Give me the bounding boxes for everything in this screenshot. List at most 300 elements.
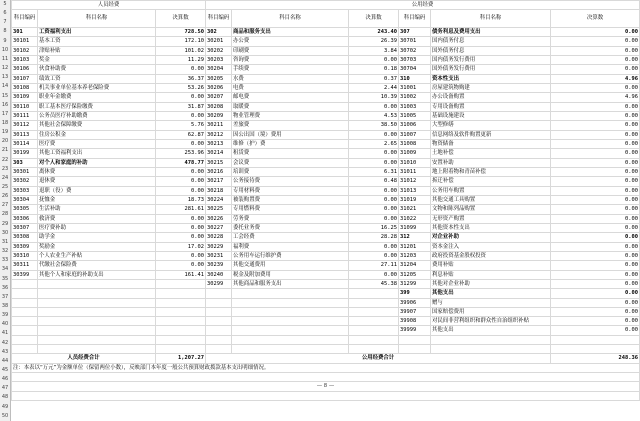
cell-code: 31010 (399, 158, 431, 167)
row-number[interactable]: 46 (1, 376, 9, 383)
cell-amount: 0.00 (551, 37, 640, 46)
row-number[interactable]: 16 (1, 101, 9, 108)
row-number[interactable]: 29 (1, 220, 9, 227)
cell-name: 商品和服务支出 (232, 27, 349, 36)
cell-amount: 101.02 (156, 46, 206, 55)
row-number[interactable]: 12 (1, 65, 9, 72)
cell-code: 30107 (12, 74, 38, 83)
cell-amount: 0.00 (551, 121, 640, 130)
table-row (12, 46, 640, 55)
cell-code: 30211 (206, 121, 232, 130)
cell-code: 30311 (12, 261, 38, 270)
cell-amount (156, 307, 206, 316)
cell-code: 312 (399, 233, 431, 242)
blank-cell (12, 373, 640, 382)
cell-name: 债务利息及费用支出 (431, 27, 551, 36)
table-row (12, 55, 640, 64)
row-number[interactable]: 13 (1, 74, 9, 81)
cell-amount: 0.00 (551, 251, 640, 260)
blank-row (12, 391, 640, 400)
cell-amount: 4.96 (551, 74, 640, 83)
empty-cell (12, 335, 38, 344)
cell-name: 对个人和家庭的补助 (38, 158, 156, 167)
cell-name (232, 317, 349, 326)
empty-cell (206, 345, 232, 354)
cell-name: 公务员医疗补助缴费 (38, 111, 156, 120)
cell-code: 30218 (206, 186, 232, 195)
cell-code (12, 289, 38, 298)
section-title-public: 公用经费 (206, 1, 640, 10)
cell-name: 安置补助 (431, 158, 551, 167)
row-number[interactable]: 41 (1, 330, 9, 337)
cell-code (206, 307, 232, 316)
row-number[interactable]: 26 (1, 193, 9, 200)
cell-name: 抚恤金 (38, 195, 156, 204)
note-row (12, 363, 640, 372)
cell-amount: 45.38 (349, 279, 399, 288)
cell-amount: 0.00 (551, 307, 640, 316)
cell-name: 伙食补助费 (38, 65, 156, 74)
cell-name: 办公费 (232, 37, 349, 46)
cell-name: 机关事业单位基本养老保险费 (38, 83, 156, 92)
table-row (12, 27, 640, 36)
personnel-total-value: 1,207.27 (156, 354, 206, 363)
cell-amount: 6.31 (349, 167, 399, 176)
empty-cell (232, 335, 349, 344)
cell-code (12, 317, 38, 326)
cell-code: 30299 (206, 279, 232, 288)
cell-name: 政府投资基金股权投资 (431, 251, 551, 260)
empty-cell (551, 335, 640, 344)
cell-amount: 0.00 (156, 223, 206, 232)
cell-name: 其他对企业补助 (431, 279, 551, 288)
cell-name: 生活补助 (38, 205, 156, 214)
table-row (12, 186, 640, 195)
cell-name: 专用材料费 (232, 186, 349, 195)
cell-amount: 0.00 (551, 279, 640, 288)
empty-cell (156, 335, 206, 344)
cell-amount: 0.00 (349, 195, 399, 204)
cell-amount: 0.00 (551, 65, 640, 74)
cell-code: 39908 (399, 317, 431, 326)
cell-name: 其他工资福利支出 (38, 149, 156, 158)
cell-code: 30239 (206, 261, 232, 270)
empty-row (12, 335, 640, 344)
cell-amount: 0.00 (551, 233, 640, 242)
cell-name: 房屋建筑物购建 (431, 83, 551, 92)
cell-amount: 243.40 (349, 27, 399, 36)
row-number[interactable]: 8 (3, 28, 7, 35)
cell-name: 专用设备购置 (431, 102, 551, 111)
row-number[interactable]: 28 (1, 211, 9, 218)
cell-name: 奖金 (38, 55, 156, 64)
section-title-personnel: 人员经费 (12, 1, 206, 10)
table-row (12, 93, 640, 102)
cell-code: 30203 (206, 55, 232, 64)
empty-cell (399, 345, 431, 354)
cell-amount (156, 326, 206, 335)
cell-name: 医疗费补助 (38, 223, 156, 232)
cell-code: 30704 (399, 65, 431, 74)
footer-row (12, 382, 640, 391)
cell-amount: 0.00 (551, 149, 640, 158)
cell-name (232, 307, 349, 316)
row-number[interactable]: 34 (1, 266, 9, 273)
cell-amount (349, 326, 399, 335)
cell-amount: 38.50 (349, 121, 399, 130)
cell-amount: 10.39 (349, 93, 399, 102)
cell-code: 30103 (12, 55, 38, 64)
cell-amount (156, 289, 206, 298)
cell-name: 取暖费 (232, 102, 349, 111)
cell-name: 大型修缮 (431, 121, 551, 130)
cell-name: 其他个人和家庭的补助支出 (38, 270, 156, 279)
cell-name: 文物和陈列品购置 (431, 205, 551, 214)
cell-code: 30231 (206, 251, 232, 260)
cell-code: 307 (399, 27, 431, 36)
cell-amount: 0.00 (156, 214, 206, 223)
empty-cell (156, 345, 206, 354)
cell-amount (156, 279, 206, 288)
cell-name: 国内债务付息 (431, 37, 551, 46)
row-number[interactable]: 11 (1, 55, 9, 62)
cell-code: 31205 (399, 270, 431, 279)
cell-code: 31022 (399, 214, 431, 223)
cell-amount: 5.76 (156, 121, 206, 130)
table-row (12, 37, 640, 46)
cell-code: 31201 (399, 242, 431, 251)
row-number[interactable]: 15 (1, 92, 9, 99)
cell-amount: 26.39 (349, 37, 399, 46)
cell-name: 其他社会保障缴费 (38, 121, 156, 130)
cell-amount (349, 307, 399, 316)
row-number[interactable]: 31 (1, 238, 9, 245)
cell-code: 30114 (12, 139, 38, 148)
row-number[interactable]: 36 (1, 284, 9, 291)
header-name: 科目名称 (232, 10, 349, 28)
row-number[interactable]: 43 (1, 348, 9, 355)
cell-name: 基础设施建设 (431, 111, 551, 120)
row-number[interactable]: 10 (1, 46, 9, 53)
row-number[interactable]: 42 (1, 339, 9, 346)
cell-amount: 0.00 (349, 214, 399, 223)
header-code: 科目编码 (206, 10, 232, 28)
table-row (12, 177, 640, 186)
cell-amount: 3.84 (349, 46, 399, 55)
table-row (12, 167, 640, 176)
cell-amount: 253.96 (156, 149, 206, 158)
cell-name: 职业年金缴费 (38, 93, 156, 102)
cell-name: 公务接待费 (232, 177, 349, 186)
row-number[interactable]: 33 (1, 257, 9, 264)
header-code: 科目编码 (399, 10, 431, 28)
cell-amount: 0.00 (156, 233, 206, 242)
row-number[interactable]: 37 (1, 293, 9, 300)
cell-code: 30308 (12, 233, 38, 242)
table-row (12, 205, 640, 214)
row-number[interactable]: 21 (1, 147, 9, 154)
cell-name: 退职（役）费 (38, 186, 156, 195)
cell-code: 302 (206, 27, 232, 36)
cell-amount: 172.10 (156, 37, 206, 46)
row-number[interactable]: 39 (1, 312, 9, 319)
empty-cell (38, 345, 156, 354)
cell-code: 31021 (399, 205, 431, 214)
cell-name: 奖励金 (38, 242, 156, 251)
cell-name: 工资福利支出 (38, 27, 156, 36)
row-number[interactable]: 27 (1, 202, 9, 209)
cell-name: 因公出国（境）费用 (232, 130, 349, 139)
table-row (12, 223, 640, 232)
row-number[interactable]: 49 (1, 403, 9, 410)
cell-name: 福利费 (232, 242, 349, 251)
cell-code: 30226 (206, 214, 232, 223)
row-number[interactable]: 25 (1, 184, 9, 190)
cell-code: 30112 (12, 121, 38, 130)
cell-code (12, 307, 38, 316)
cell-amount (349, 289, 399, 298)
row-number[interactable]: 14 (1, 83, 9, 90)
cell-amount: 0.37 (349, 74, 399, 83)
cell-code: 303 (12, 158, 38, 167)
cell-code: 30206 (206, 83, 232, 92)
row-number[interactable]: 35 (1, 275, 9, 282)
cell-amount: 11.29 (156, 55, 206, 64)
cell-name: 资本金注入 (431, 242, 551, 251)
cell-name: 利息补贴 (431, 270, 551, 279)
public-total-label: 公用经费合计 (206, 354, 551, 363)
cell-code: 30215 (206, 158, 232, 167)
row-number[interactable]: 7 (3, 19, 7, 26)
cell-amount: 0.00 (156, 186, 206, 195)
cell-code: 30217 (206, 177, 232, 186)
cell-code: 30101 (12, 37, 38, 46)
cell-amount: 0.00 (551, 289, 640, 298)
row-number[interactable]: 19 (1, 129, 9, 136)
cell-amount (156, 317, 206, 326)
cell-code: 30208 (206, 102, 232, 111)
cell-amount: 2.44 (349, 83, 399, 92)
empty-cell (232, 345, 349, 354)
table-row (12, 326, 640, 335)
cell-amount: 28.28 (349, 233, 399, 242)
cell-code: 31099 (399, 223, 431, 232)
cell-amount: 0.00 (349, 186, 399, 195)
public-total-value: 248.36 (551, 354, 640, 363)
cell-amount: 0.00 (551, 167, 640, 176)
cell-name: 劳务费 (232, 214, 349, 223)
cell-name: 绩效工资 (38, 74, 156, 83)
cell-code: 301 (12, 27, 38, 36)
row-number[interactable]: 30 (1, 229, 9, 236)
cell-amount: 0.00 (551, 317, 640, 326)
cell-amount: 16.25 (349, 223, 399, 232)
cell-name: 对民间非营利组织和群众性自治组织补贴 (431, 317, 551, 326)
cell-code: 30202 (206, 46, 232, 55)
cell-name (232, 298, 349, 307)
cell-name: 个人农业生产补贴 (38, 251, 156, 260)
cell-code: 31005 (399, 111, 431, 120)
cell-amount: 728.50 (156, 27, 206, 36)
cell-code: 30212 (206, 130, 232, 139)
cell-code: 31002 (399, 93, 431, 102)
cell-name: 土地补偿 (431, 149, 551, 158)
cell-code (12, 279, 38, 288)
table-row (12, 139, 640, 148)
cell-amount: 0.00 (551, 261, 640, 270)
cell-code: 30228 (206, 233, 232, 242)
table-row (12, 121, 640, 130)
cell-amount: 0.00 (156, 251, 206, 260)
cell-name: 助学金 (38, 233, 156, 242)
cell-name: 公务用车运行维护费 (232, 251, 349, 260)
table-row (12, 317, 640, 326)
row-number[interactable]: 22 (1, 156, 9, 163)
cell-code: 31012 (399, 177, 431, 186)
cell-name: 邮电费 (232, 93, 349, 102)
cell-amount: 0.00 (349, 205, 399, 214)
cell-amount: 0.48 (349, 177, 399, 186)
cell-name: 费用补贴 (431, 261, 551, 270)
empty-cell (349, 345, 399, 354)
cell-code: 30702 (399, 46, 431, 55)
empty-cell (349, 335, 399, 344)
row-number[interactable]: 45 (1, 367, 9, 373)
cell-name: 国家赔偿费用 (431, 307, 551, 316)
cell-amount: 53.26 (156, 83, 206, 92)
empty-cell (38, 335, 156, 344)
row-number[interactable]: 38 (1, 302, 9, 309)
cell-amount: 0.00 (551, 55, 640, 64)
header-amount: 决算数 (349, 10, 399, 28)
cell-name (38, 279, 156, 288)
row-number[interactable]: 48 (1, 394, 9, 401)
row-number[interactable]: 23 (1, 165, 9, 172)
row-number[interactable]: 18 (1, 119, 9, 126)
cell-code (206, 317, 232, 326)
cell-code: 30213 (206, 139, 232, 148)
row-number[interactable]: 17 (1, 110, 9, 117)
cell-amount: 0.00 (349, 102, 399, 111)
cell-name: 公务用车购置 (431, 186, 551, 195)
row-number[interactable]: 24 (1, 174, 9, 181)
row-number[interactable]: 50 (1, 412, 9, 419)
cell-code: 30199 (12, 149, 38, 158)
table-row (12, 111, 640, 120)
cell-name (38, 289, 156, 298)
cell-amount: 0.00 (551, 186, 640, 195)
row-number-gutter (0, 0, 11, 421)
row-number[interactable]: 6 (3, 10, 7, 17)
blank-row (12, 373, 640, 382)
cell-code: 30703 (399, 55, 431, 64)
cell-name: 电费 (232, 83, 349, 92)
cell-amount: 4.96 (551, 93, 640, 102)
cell-code: 30306 (12, 214, 38, 223)
cell-code: 30214 (206, 149, 232, 158)
cell-amount: 0.00 (156, 139, 206, 148)
cell-code: 31299 (399, 279, 431, 288)
cell-code: 30113 (12, 130, 38, 139)
cell-code: 30111 (12, 111, 38, 120)
cell-amount: 27.11 (349, 261, 399, 270)
column-header-row (12, 10, 640, 28)
cell-amount: 0.00 (349, 158, 399, 167)
header-name: 科目名称 (431, 10, 551, 28)
cell-name: 差旅费 (232, 121, 349, 130)
cell-name: 专用燃料费 (232, 205, 349, 214)
cell-amount: 0.00 (551, 195, 640, 204)
cell-code: 30110 (12, 102, 38, 111)
row-number[interactable]: 9 (3, 37, 7, 44)
cell-amount: 0.00 (156, 111, 206, 120)
cell-code: 31011 (399, 167, 431, 176)
cell-code: 31009 (399, 149, 431, 158)
table-note: 注：本表以“万元”为金额单位（保留两位小数），反映部门本年度一般公共预算财政拨款基本支出明细情况。 (12, 363, 640, 372)
cell-amount: 0.00 (551, 326, 640, 335)
cell-name (38, 326, 156, 335)
cell-name: 水费 (232, 74, 349, 83)
cell-name (38, 307, 156, 316)
cell-name: 手续费 (232, 65, 349, 74)
cell-code: 31006 (399, 121, 431, 130)
cell-code: 30302 (12, 177, 38, 186)
row-number[interactable]: 47 (1, 385, 9, 392)
cell-name: 住房公积金 (38, 130, 156, 139)
row-number[interactable]: 5 (3, 1, 7, 7)
cell-name: 拆迁补偿 (431, 177, 551, 186)
cell-name: 国内债务发行费用 (431, 55, 551, 64)
table-row (12, 149, 640, 158)
row-number[interactable]: 40 (1, 321, 9, 328)
cell-name (232, 326, 349, 335)
table-row (12, 130, 640, 139)
cell-amount: 17.02 (156, 242, 206, 251)
cell-name (38, 298, 156, 307)
cell-name: 其他交通费用 (232, 261, 349, 270)
cell-code: 30307 (12, 223, 38, 232)
table-row (12, 261, 640, 270)
cell-amount: 0.00 (349, 242, 399, 251)
cell-code: 31013 (399, 186, 431, 195)
cell-name: 工会经费 (232, 233, 349, 242)
cell-amount: 0.00 (156, 261, 206, 270)
cell-amount: 0.00 (551, 242, 640, 251)
row-number[interactable]: 44 (1, 357, 9, 364)
cell-name (232, 289, 349, 298)
empty-cell (12, 345, 38, 354)
cell-name: 救济费 (38, 214, 156, 223)
table-row (12, 298, 640, 307)
table-row (12, 102, 640, 111)
cell-name: 办公设备购置 (431, 93, 551, 102)
row-number[interactable]: 32 (1, 248, 9, 255)
cell-name: 离休费 (38, 167, 156, 176)
totals-row (12, 354, 640, 363)
cell-name: 会议费 (232, 158, 349, 167)
cell-code: 399 (399, 289, 431, 298)
table-row (12, 214, 640, 223)
cell-name: 其他商品和服务支出 (232, 279, 349, 288)
cell-amount: 0.00 (156, 65, 206, 74)
header-amount: 决算数 (551, 10, 640, 28)
cell-code (206, 289, 232, 298)
cell-name: 培训费 (232, 167, 349, 176)
cell-name: 代缴社会保险费 (38, 261, 156, 270)
cell-code: 30701 (399, 37, 431, 46)
row-number[interactable]: 20 (1, 138, 9, 145)
cell-name: 印刷费 (232, 46, 349, 55)
